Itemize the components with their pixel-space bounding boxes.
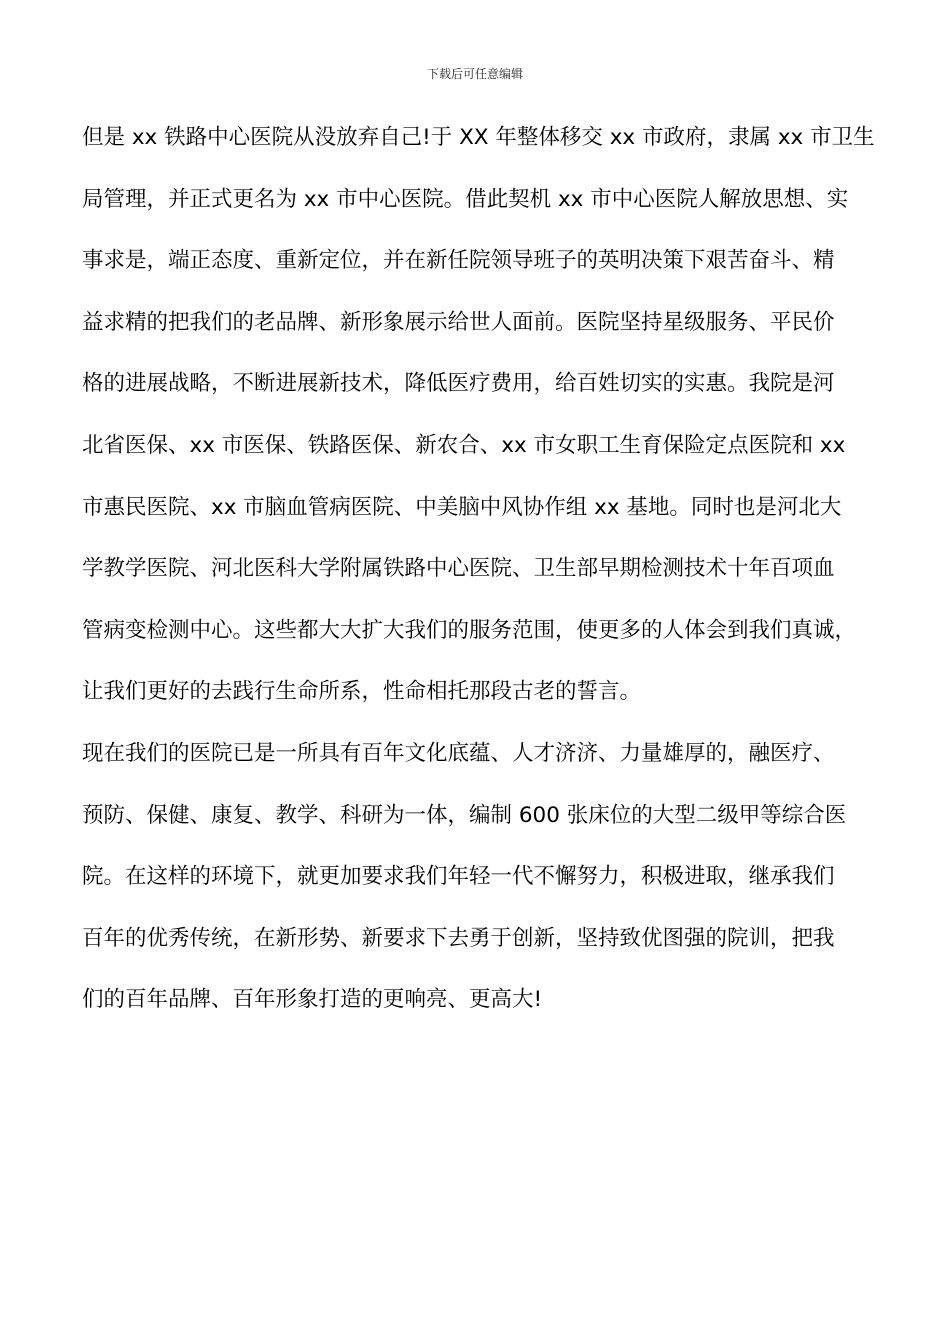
text-line: 百年的优秀传统，在新形势、新要求下去勇于创新，坚持致优图强的院训，把我 (82, 925, 835, 951)
text-line: 事求是，端正态度、重新定位，并在新任院领导班子的英明决策下艰苦奋斗、精 (82, 248, 835, 274)
text-line: 北省医保、xx 市医保、铁路医保、新农合、xx 市女职工生育保险定点医院和 xx (82, 432, 846, 458)
text-line: 局管理，并正式更名为 xx 市中心医院。借此契机 xx 市中心医院人解放思想、实 (82, 186, 849, 212)
text-line: 但是 xx 铁路中心医院从没放弃自己!于 XX 年整体移交 xx 市政府，隶属 xx 市卫生 (82, 125, 875, 150)
text-line: 现在我们的医院已是一所具有百年文化底蕴、人才济济、力量雄厚的，融医疗、 (82, 740, 835, 766)
text-line: 学教学医院、河北医科大学附属铁路中心医院、卫生部早期检测技术十年百项血 (82, 556, 835, 582)
document-body (82, 107, 882, 1031)
text-line: 让我们更好的去践行生命所系，性命相托那段古老的誓言。 (82, 679, 642, 705)
text-line: 们的百年品牌、百年形象打造的更响亮、更高大! (82, 987, 543, 1013)
text-line: 益求精的把我们的老品牌、新形象展示给世人面前。医院坚持星级服务、平民价 (82, 309, 835, 335)
paragraph-2 (82, 723, 882, 1031)
text-line: 院。在这样的环境下，就更加要求我们年轻一代不懈努力，积极进取，继承我们 (82, 864, 835, 890)
text-line: 市惠民医院、xx 市脑血管病医院、中美脑中风协作组 xx 基地。同时也是河北大 (82, 494, 842, 520)
text-line: 预防、保健、康复、教学、科研为一体，编制 600 张床位的大型二级甲等综合医 (82, 802, 847, 828)
text-line: 格的进展战略，不断进展新技术，降低医疗费用，给百姓切实的实惠。我院是河 (82, 371, 835, 397)
page-header: 下载后可任意编辑 (426, 67, 523, 81)
paragraph-1 (82, 107, 882, 723)
text-line: 管病变检测中心。这些都大大扩大我们的服务范围，使更多的人体会到我们真诚， (82, 617, 857, 643)
